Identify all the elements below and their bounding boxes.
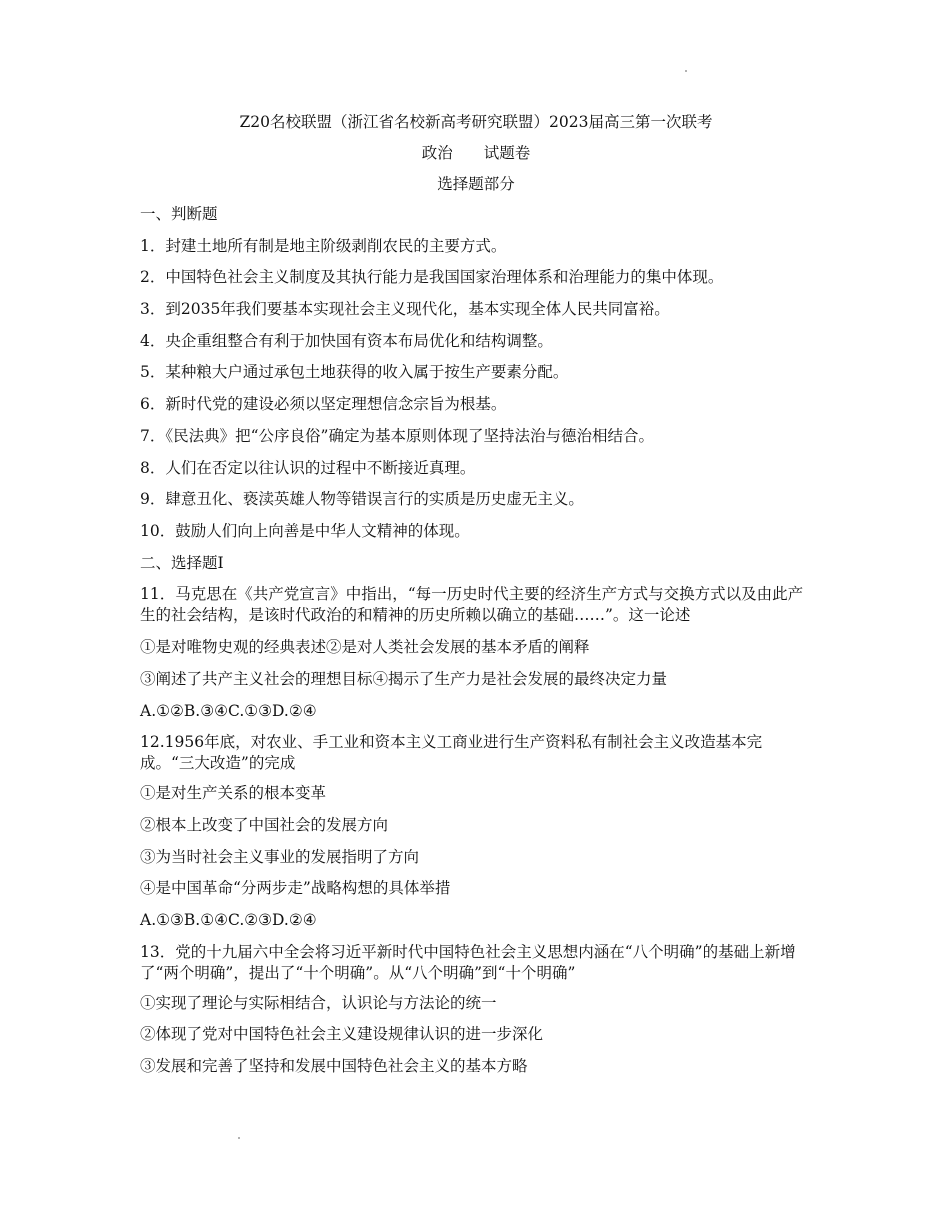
judgement-item-1: 1．封建土地所有制是地主阶级剥削农民的主要方式。 <box>140 236 507 255</box>
document-content <box>140 112 812 1088</box>
judgement-item-2: 2．中国特色社会主义制度及其执行能力是我国国家治理体系和治理能力的集中体现。 <box>140 268 724 287</box>
judgement-item-5: 5．某种粮大户通过承包土地获得的收入属于按生产要素分配。 <box>140 363 569 382</box>
question-12-choices: A.①③B.①④C.②③D.②④ <box>140 911 317 930</box>
scan-dot-top <box>685 70 687 72</box>
question-13-stem: 13．党的十九届六中全会将习近平新时代中国特色社会主义思想内涵在“八个明确”的基础上新增了“两个明确”，提出了“十个明确”。从“八个明确”到“十个明确” <box>140 942 796 982</box>
question-11-stem: 11．马克思在《共产党宣言》中指出，“每一历史时代主要的经济生产方式与交换方式以及由此产生的社会结构，是该时代政治的和精神的历史所赖以确立的基础……”。这一论述 <box>140 585 804 625</box>
subject-line: 政治 试题卷 <box>421 144 531 162</box>
question-12-option-3: ③为当时社会主义事业的发展指明了方向 <box>140 847 420 866</box>
question-13-option-2: ②体现了党对中国特色社会主义建设规律认识的进一步深化 <box>140 1025 544 1044</box>
judgement-item-3: 3．到2035年我们要基本实现社会主义现代化，基本实现全体人民共同富裕。 <box>140 300 670 319</box>
question-13-option-1: ①实现了理论与实际相结合，认识论与方法论的统一 <box>140 993 497 1012</box>
question-11-options-a: ①是对唯物史观的经典表述②是对人类社会发展的基本矛盾的阐释 <box>140 638 590 657</box>
question-11-choices: A.①②B.③④C.①③D.②④ <box>140 701 317 720</box>
part-heading: 选择题部分 <box>437 175 515 193</box>
question-12-option-4: ④是中国革命“分两步走”战略构想的具体举措 <box>140 879 451 898</box>
judgement-item-8: 8．人们在否定以往认识的过程中不断接近真理。 <box>140 458 476 477</box>
exam-title: Z20名校联盟（浙江省名校新高考研究联盟）2023届高三第一次联考 <box>239 113 713 131</box>
question-12-option-1: ①是对生产关系的根本变革 <box>140 784 327 803</box>
question-12-option-2: ②根本上改变了中国社会的发展方向 <box>140 816 389 834</box>
question-12-stem: 12.1956年底，对农业、手工业和资本主义工商业进行生产资料私有制社会主义改造基本完成。“三大改造”的完成 <box>140 733 763 773</box>
judgement-item-6: 6．新时代党的建设必须以坚定理想信念宗旨为根基。 <box>140 395 507 414</box>
section-heading-choice: 二、选择题Ⅰ <box>140 553 224 572</box>
scan-dot-bottom <box>238 1137 240 1139</box>
question-13-option-3: ③发展和完善了坚持和发展中国特色社会主义的基本方略 <box>140 1057 528 1076</box>
judgement-item-10: 10．鼓励人们向上向善是中华人文精神的体现。 <box>140 521 470 540</box>
question-11-options-b: ③阐述了共产主义社会的理想目标④揭示了生产力是社会发展的最终决定力量 <box>140 669 668 688</box>
judgement-item-9: 9．肆意丑化、亵渎英雄人物等错误言行的实质是历史虚无主义。 <box>140 490 584 509</box>
section-heading-judgement: 一、判断题 <box>140 205 218 223</box>
judgement-item-4: 4．央企重组整合有利于加快国有资本布局优化和结构调整。 <box>140 331 553 350</box>
judgement-item-7: 7．《民法典》把“公序良俗”确定为基本原则体现了坚持法治与德治相结合。 <box>140 426 654 445</box>
